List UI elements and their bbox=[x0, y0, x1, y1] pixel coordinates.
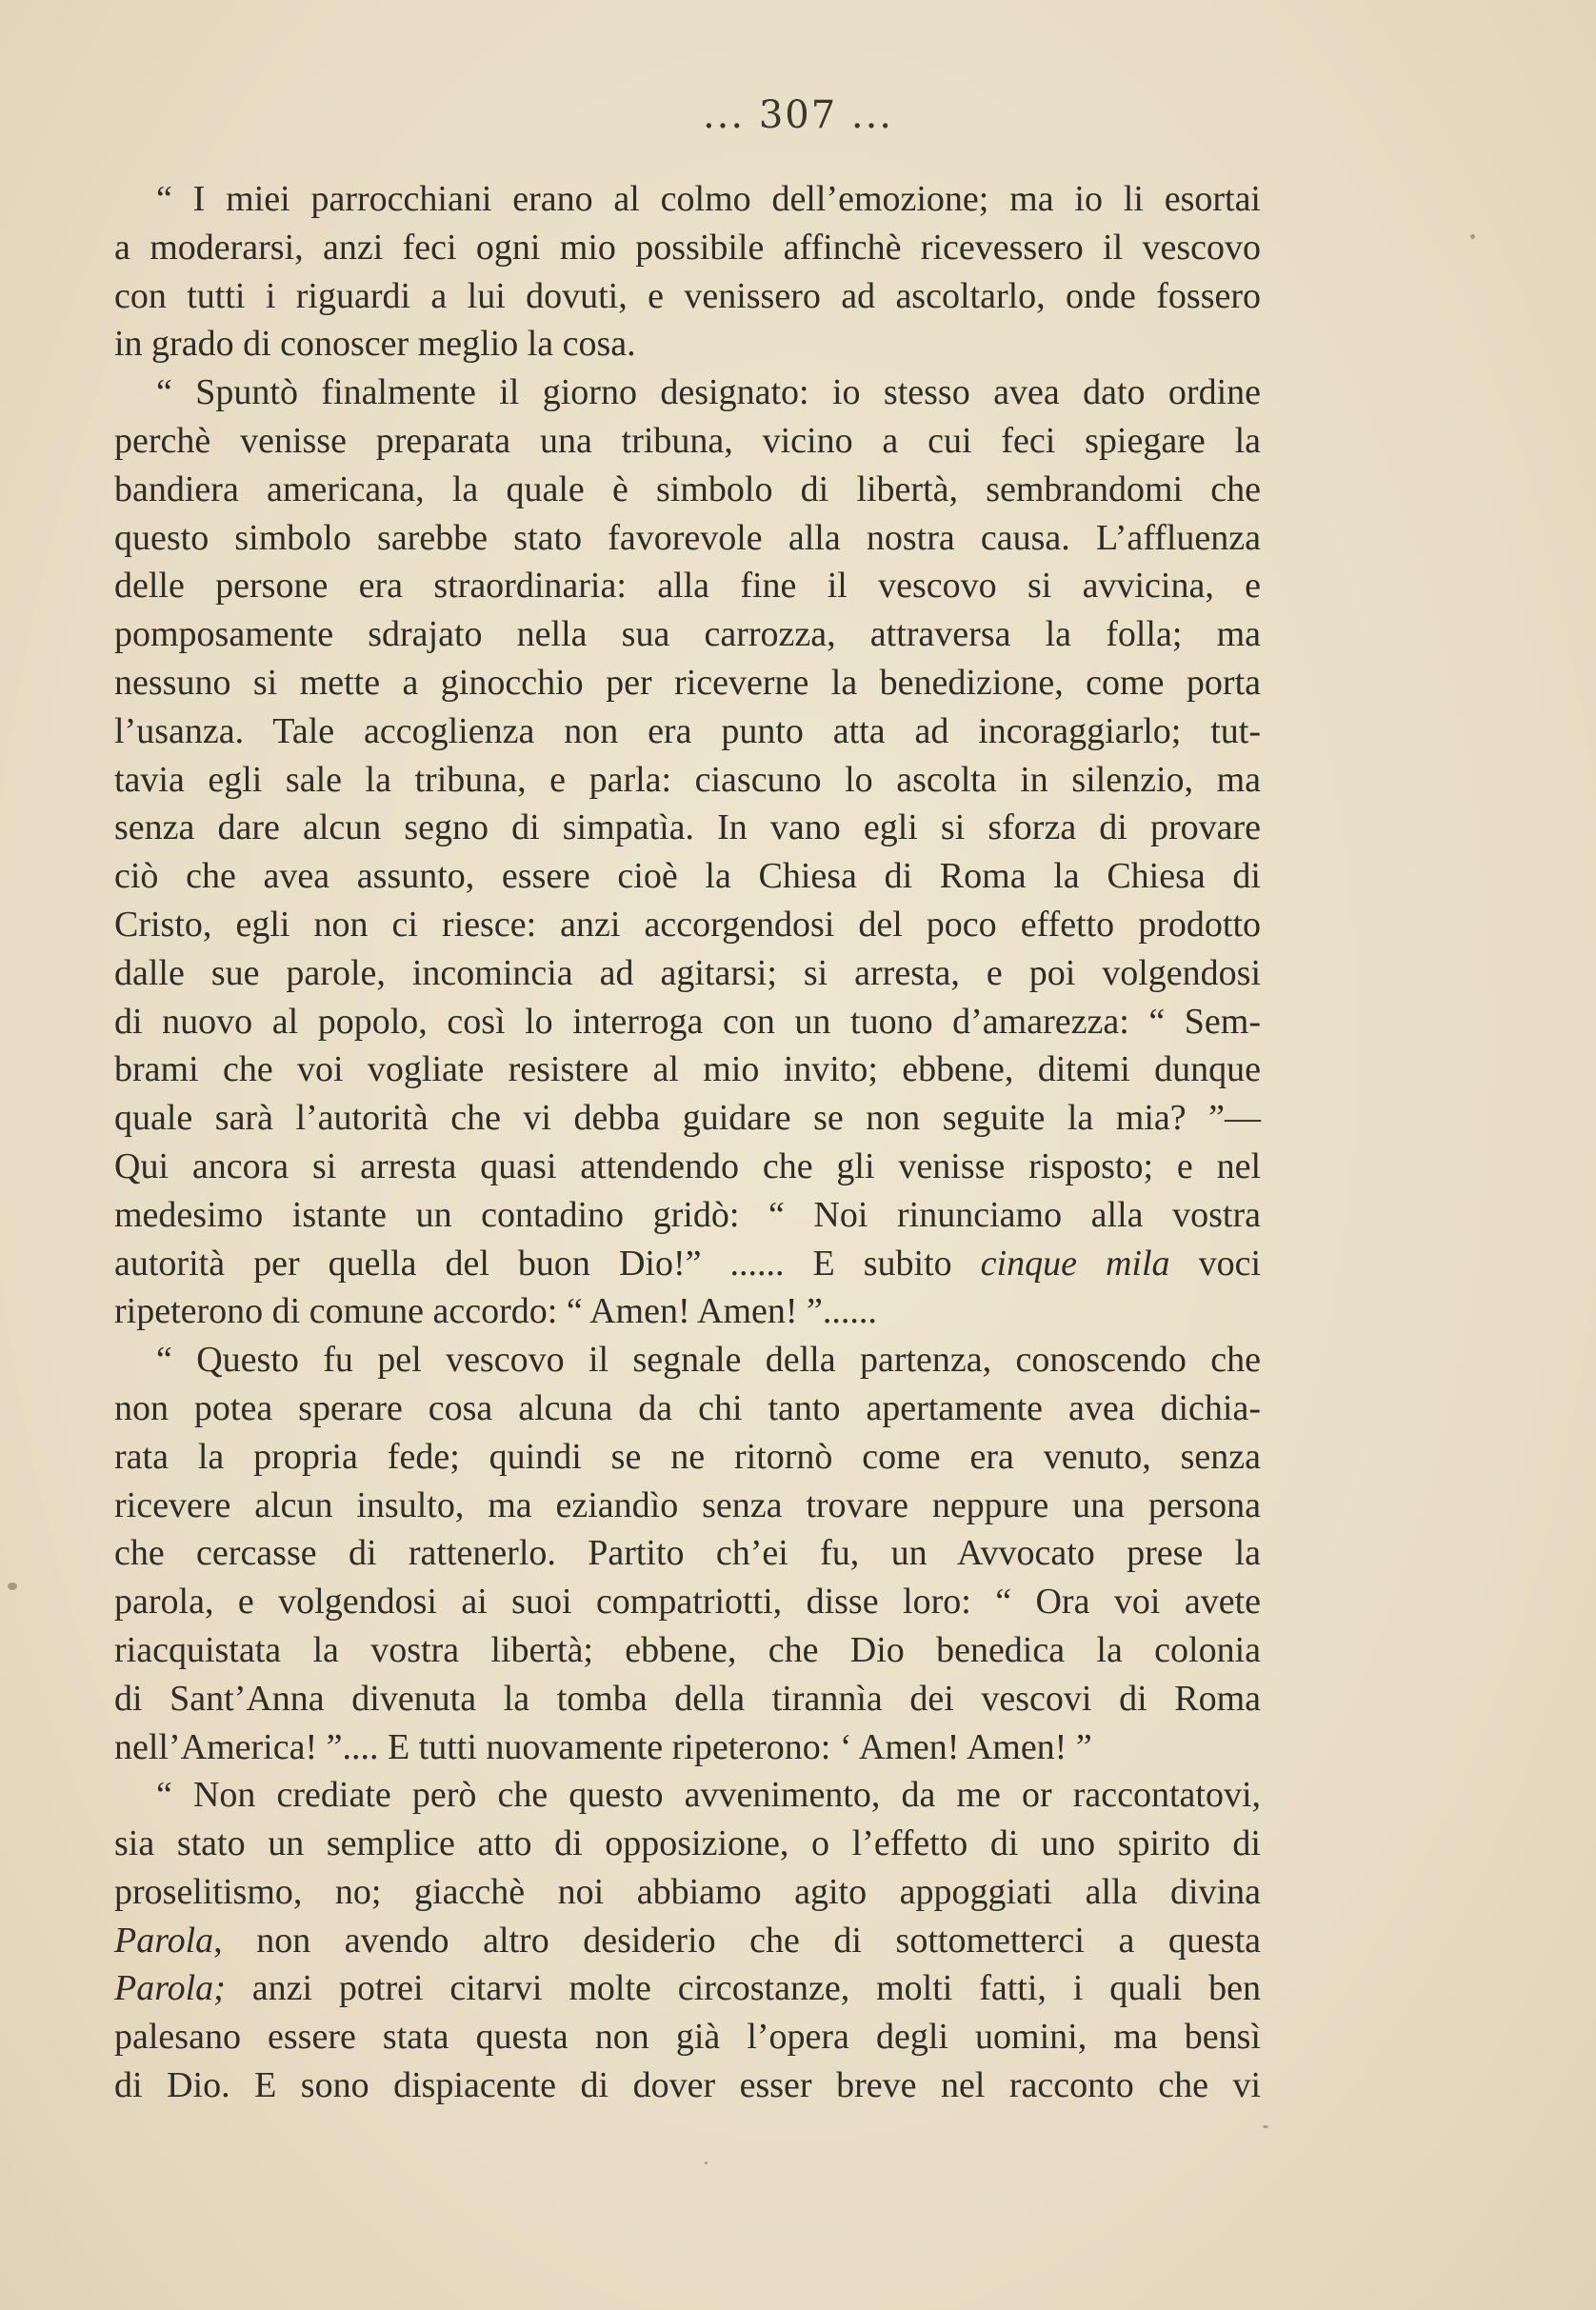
paragraph-2 bbox=[114, 368, 1261, 1336]
paper-speck bbox=[1263, 2125, 1268, 2128]
text-segment: anzi potrei citarvi molte circostanze, molti fatti, i quali ben bbox=[225, 1968, 1261, 2009]
paragraph-1 bbox=[114, 175, 1261, 368]
text-line: “ Non crediate però che questo avvenimento, da me or raccontatovi, bbox=[156, 1775, 1261, 1816]
page-number: ... 307 ... bbox=[702, 93, 894, 137]
text-line-mixed bbox=[114, 1964, 1261, 2013]
text-line: medesimo istante un contadino gridò: “ Noi rinunciamo alla vostra bbox=[114, 1194, 1261, 1235]
text-line: ciò che avea assunto, essere cioè la Chiesa di Roma la Chiesa di bbox=[114, 856, 1261, 897]
text-line: parola, e volgendosi ai suoi compatriotti, disse loro: “ Ora voi avete bbox=[114, 1582, 1261, 1623]
text-line: ripeterono di comune accordo: “ Amen! Amen! ”...... bbox=[114, 1291, 877, 1332]
text-line: in grado di conoscer meglio la cosa. bbox=[114, 324, 636, 365]
text-line: con tutti i riguardi a lui dovuti, e venissero ad ascoltarlo, onde fossero bbox=[114, 275, 1261, 316]
text-line: palesano essere stata questa non già l’opera degli uomini, ma bensì bbox=[114, 2017, 1261, 2058]
paper-speck bbox=[705, 2161, 708, 2164]
text-line: proselitismo, no; giacchè noi abbiamo agito appoggiati alla divina bbox=[114, 1871, 1261, 1912]
text-line: senza dare alcun segno di simpatìa. In vano egli si sforza di provare bbox=[114, 807, 1261, 848]
text-line: “ Questo fu pel vescovo il segnale della partenza, conoscendo che bbox=[156, 1340, 1261, 1381]
paper-speck bbox=[1470, 234, 1475, 239]
text-line: nessuno si mette a ginocchio per riceverne la benedizione, come porta bbox=[114, 662, 1261, 703]
text-line: ricevere alcun insulto, ma eziandìo senza trovare neppure una persona bbox=[114, 1484, 1261, 1525]
paragraph-4 bbox=[114, 1771, 1261, 2110]
text-line: riacquistata la vostra libertà; ebbene, che Dio benedica la colonia bbox=[114, 1629, 1261, 1670]
text-line: nell’America! ”.... E tutti nuovamente ripeterono: ‘ Amen! Amen! ” bbox=[114, 1726, 1092, 1767]
text-line-mixed bbox=[114, 1240, 1261, 1288]
text-line: quale sarà l’autorità che vi debba guidare se non seguite la mia? ”— bbox=[114, 1098, 1261, 1139]
text-line: di nuovo al popolo, così lo interroga con un tuono d’amarezza: “ Sem- bbox=[114, 1001, 1261, 1042]
paragraph-3 bbox=[114, 1336, 1261, 1771]
italic-emphasis: Parola bbox=[114, 1920, 214, 1961]
text-line: di Sant’Anna divenuta la tomba della tirannìa dei vescovi di Roma bbox=[114, 1678, 1261, 1719]
italic-emphasis: Parola; bbox=[114, 1968, 226, 2009]
text-line: Cristo, egli non ci riesce: anzi accorgendosi del poco effetto prodotto bbox=[114, 904, 1261, 945]
text-line: questo simbolo sarebbe stato favorevole alla nostra causa. L’affluenza bbox=[114, 517, 1261, 558]
text-line: dalle sue parole, incomincia ad agitarsi; si arresta, e poi volgendosi bbox=[114, 952, 1261, 993]
text-line: tavia egli sale la tribuna, e parla: ciascuno lo ascolta in silenzio, ma bbox=[114, 759, 1261, 800]
text-line: “ I miei parrocchiani erano al colmo dell’emozione; ma io li esortai bbox=[156, 179, 1261, 219]
text-line: di Dio. E sono dispiacente di dover esser breve nel racconto che vi bbox=[114, 2065, 1261, 2106]
text-line: bandiera americana, la quale è simbolo di libertà, sembrandomi che bbox=[114, 468, 1261, 509]
text-line: sia stato un semplice atto di opposizione, o l’effetto di uno spirito di bbox=[114, 1823, 1261, 1864]
text-line-mixed bbox=[114, 1917, 1261, 1965]
text-line: che cercasse di rattenerlo. Partito ch’ei fu, un Avvocato prese la bbox=[114, 1533, 1261, 1574]
body-text bbox=[114, 175, 1261, 2110]
text-segment: voci bbox=[1198, 1243, 1262, 1284]
text-line: “ Spuntò finalmente il giorno designato: io stesso avea dato ordine bbox=[156, 372, 1261, 413]
italic-emphasis: cinque mila bbox=[980, 1243, 1170, 1284]
text-line: Qui ancora si arresta quasi attendendo che gli venisse risposto; e nel bbox=[114, 1145, 1261, 1186]
text-line: brami che voi vogliate resistere al mio invito; ebbene, ditemi dunque bbox=[114, 1049, 1261, 1090]
text-line: l’usanza. Tale accoglienza non era punto atta ad incoraggiarlo; tut- bbox=[114, 710, 1261, 751]
text-line: non potea sperare cosa alcuna da chi tanto apertamente avea dichia- bbox=[114, 1387, 1261, 1428]
paper-speck bbox=[8, 1583, 17, 1590]
text-line: rata la propria fede; quindi se ne ritornò come era venuto, senza bbox=[114, 1436, 1261, 1477]
text-segment: autorità per quella del buon Dio!” ...... E subito bbox=[114, 1243, 952, 1284]
text-line: a moderarsi, anzi feci ogni mio possibile affinchè ricevessero il vescovo bbox=[114, 227, 1261, 268]
text-segment: , non avendo altro desiderio che di sottometterci a questa bbox=[213, 1920, 1261, 1961]
text-line: delle persone era straordinaria: alla fine il vescovo si avvicina, e bbox=[114, 566, 1261, 607]
text-line: pomposamente sdrajato nella sua carrozza, attraversa la folla; ma bbox=[114, 614, 1261, 655]
text-line: perchè venisse preparata una tribuna, vicino a cui feci spiegare la bbox=[114, 420, 1261, 461]
